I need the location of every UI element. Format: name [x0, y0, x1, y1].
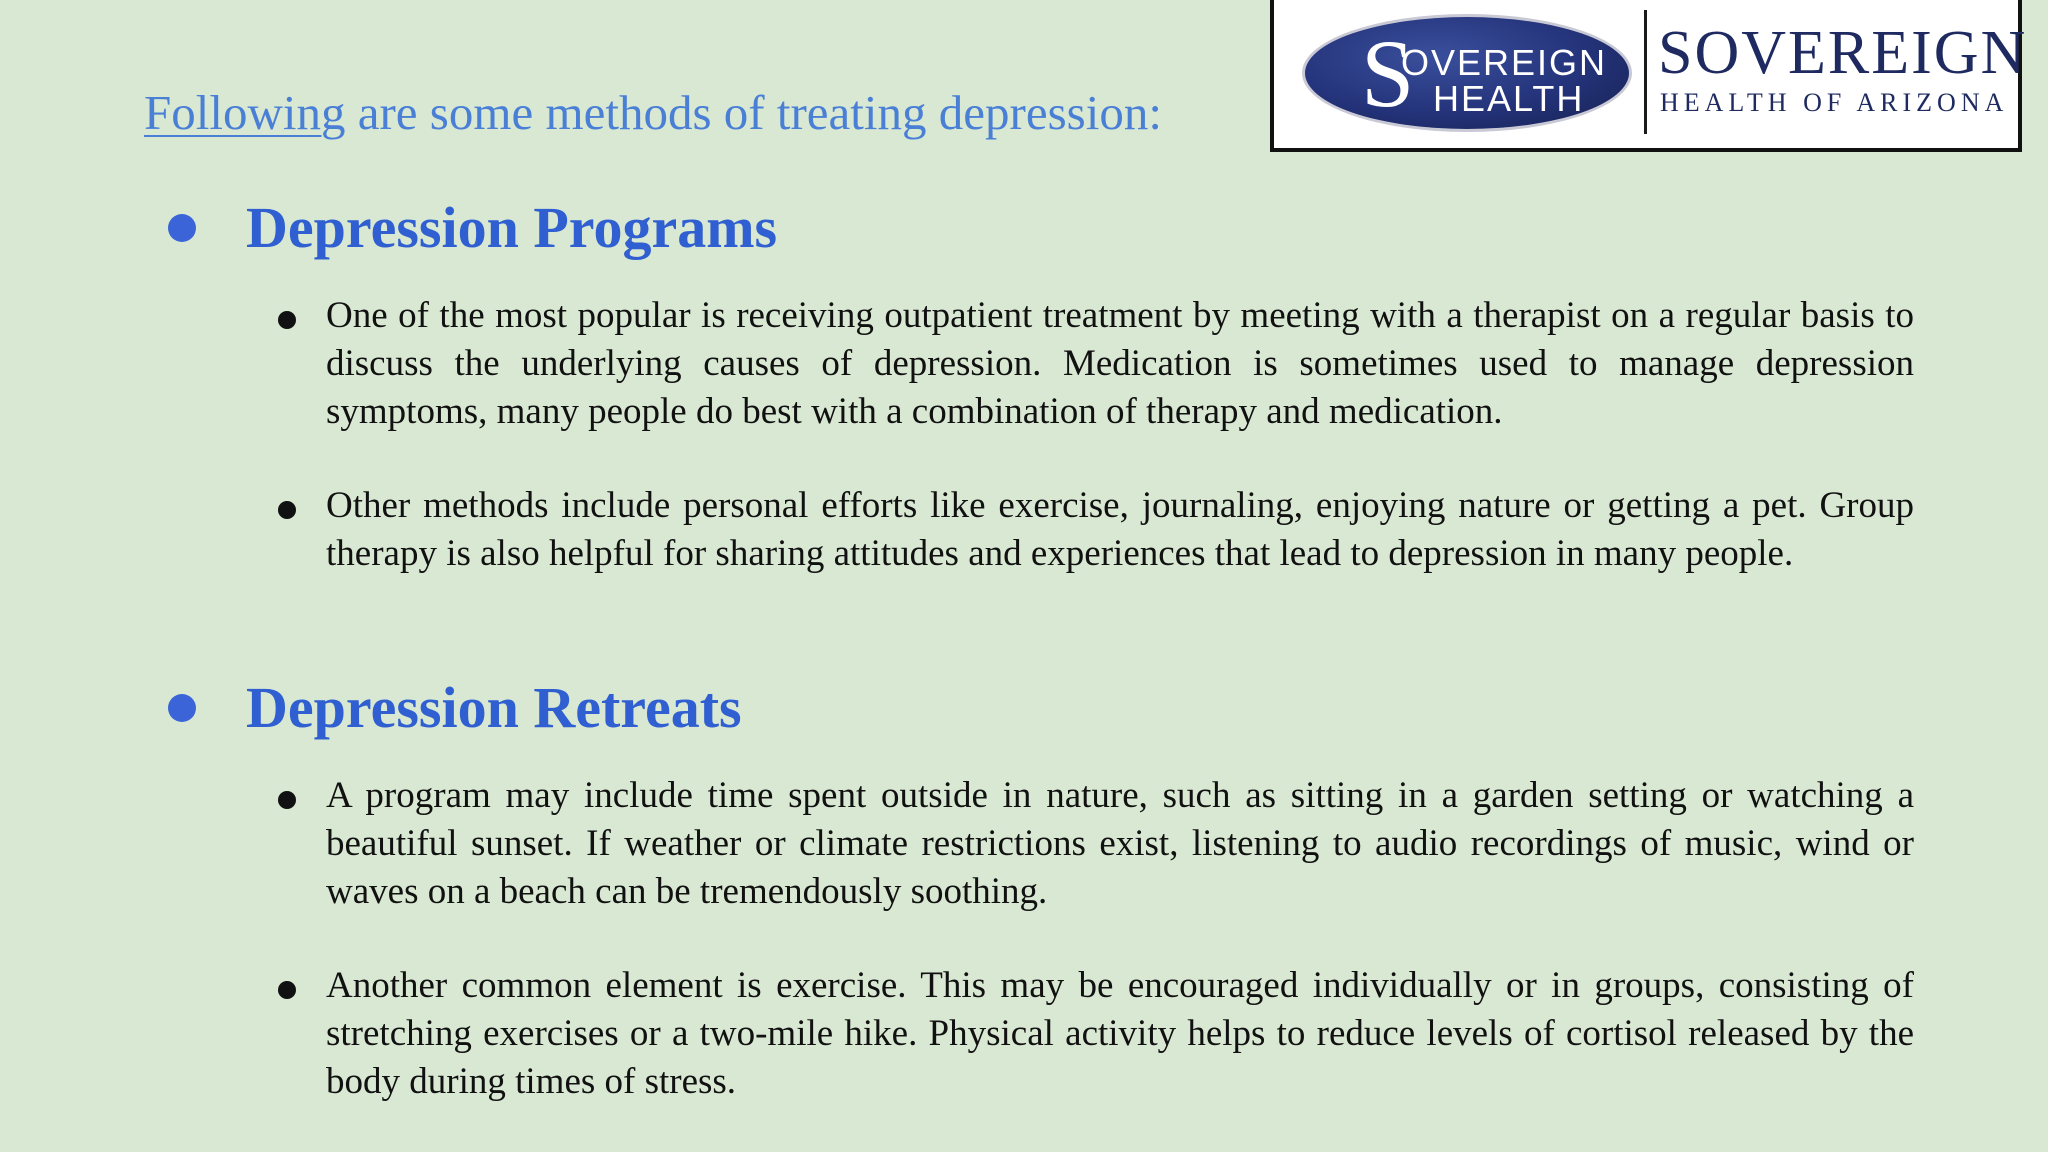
section-depression-programs: [168, 188, 1918, 574]
list-item-text: A program may include time spent outside in nature, such as sitting in a garden setting or watching a beautiful sunset. If weather or climate restrictions exist, listening to audio recordings of music, wind or waves on a beach can be tremendously soothing.: [326, 775, 1914, 912]
bullet-icon: [278, 981, 296, 999]
logo-oval-initial: S: [1361, 20, 1415, 127]
section-heading-text: Depression Programs: [246, 195, 778, 260]
section-heading: [168, 668, 1918, 748]
section-depression-retreats: [168, 668, 1918, 1102]
bullet-icon: [278, 501, 296, 519]
logo-oval-line1: OVEREIGN: [1401, 42, 1608, 83]
bullet-icon: [278, 791, 296, 809]
sovereign-health-logo: [1270, 0, 2028, 152]
logo-name: SOVEREIGN: [1658, 19, 2028, 87]
logo-divider: [1644, 10, 1647, 134]
logo-oval-line2: HEALTH: [1433, 78, 1585, 119]
logo-oval-emblem: [1302, 14, 1632, 132]
intro-text: are some methods of treating depression:: [345, 85, 1162, 140]
section-heading-text: Depression Retreats: [246, 675, 742, 740]
heading-bullet-icon: [168, 214, 196, 242]
list-item-text: Other methods include personal efforts like exercise, journaling, enjoying nature or getting a pet. Group therapy is also helpful for sharing attitudes and experiences that lead to depression in many people.: [326, 485, 1914, 574]
list-item-text: One of the most popular is receiving outpatient treatment by meeting with a therapist on a regular basis to discuss the underlying causes of depression. Medication is sometimes used to manage depression symptoms, many people do best with a combination of therapy and medication.: [326, 295, 1914, 432]
section-heading: [168, 188, 1918, 268]
heading-bullet-icon: [168, 694, 196, 722]
following-link[interactable]: Following: [144, 85, 346, 140]
intro-line: [144, 80, 1162, 146]
logo-subtitle: HEALTH OF ARIZONA: [1660, 88, 2009, 117]
list-item-text: Another common element is exercise. This may be encouraged individually or in groups, consisting of stretching exercises or a two-mile hike. Physical activity helps to reduce levels of cortisol released by the body during times of stress.: [326, 965, 1914, 1102]
bullet-icon: [278, 311, 296, 329]
